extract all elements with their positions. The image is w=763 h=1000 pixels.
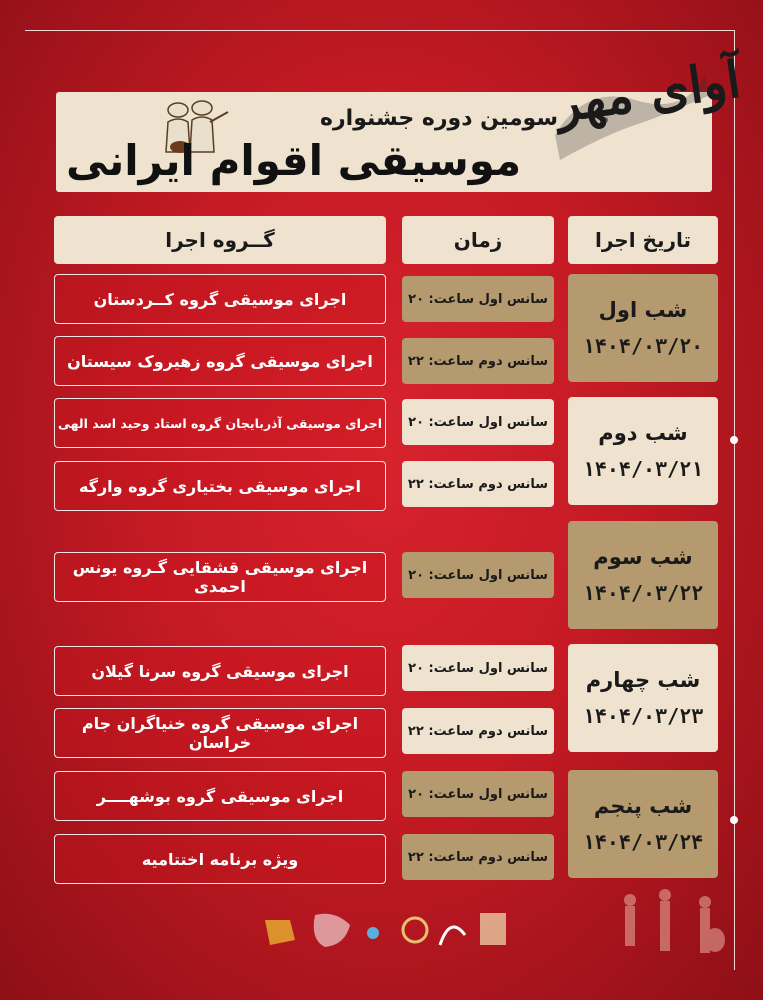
session-time: سانس دوم ساعت: ۲۲ (402, 338, 554, 384)
column-header-group: گــروه اجرا (54, 216, 386, 264)
performance-group: اجرای موسیقی گروه خنیاگران جام خراسان (54, 708, 386, 758)
session-time: سانس اول ساعت: ۲۰ (402, 645, 554, 691)
night-date-cell (568, 770, 718, 878)
night-date: ۱۴۰۴/۰۳/۲۴ (582, 830, 704, 854)
session-time: سانس اول ساعت: ۲۰ (402, 552, 554, 598)
session-time: سانس اول ساعت: ۲۰ (402, 399, 554, 445)
night-date-cell (568, 644, 718, 752)
night-label: شب پنجم (593, 794, 693, 818)
performance-group: اجرای موسیقی قشقایی گـروه یونس احمدی (54, 552, 386, 602)
performance-group: اجرای موسیقی گروه کــردستان (54, 274, 386, 324)
night-date: ۱۴۰۴/۰۳/۲۳ (582, 704, 704, 728)
festival-logo-title: آوای مهر (551, 49, 745, 134)
performance-group: ویژه برنامه اختتامیه (54, 834, 386, 884)
night-date-cell (568, 274, 718, 382)
night-label: شب سوم (593, 545, 693, 569)
performance-group: اجرای موسیقی بختیاری گروه وارگه (54, 461, 386, 511)
night-date: ۱۴۰۴/۰۳/۲۲ (582, 581, 704, 605)
night-date: ۱۴۰۴/۰۳/۲۱ (582, 457, 704, 481)
night-label: شب اول (598, 298, 688, 322)
column-header-date: تاریخ اجرا (568, 216, 718, 264)
night-date-cell (568, 521, 718, 629)
session-time: سانس دوم ساعت: ۲۲ (402, 708, 554, 754)
session-time: سانس اول ساعت: ۲۰ (402, 276, 554, 322)
dancers-illustration-icon (600, 880, 740, 980)
performance-group: اجرای موسیقی گروه زهیروک سیستان (54, 336, 386, 386)
frame-dot (730, 436, 738, 444)
session-time: سانس دوم ساعت: ۲۲ (402, 461, 554, 507)
night-date-cell (568, 397, 718, 505)
performance-group: اجرای موسیقی آذربایجان گروه استاد وحید اسد الهی (54, 398, 386, 448)
festival-main-title: موسیقی اقوام ایرانی (66, 136, 522, 185)
night-date: ۱۴۰۴/۰۳/۲۰ (582, 334, 704, 358)
session-time: سانس اول ساعت: ۲۰ (402, 771, 554, 817)
night-label: شب چهارم (585, 668, 701, 692)
sponsor-logos-icon (255, 905, 515, 955)
session-time: سانس دوم ساعت: ۲۲ (402, 834, 554, 880)
festival-subtitle: سومین دوره جشنواره (320, 106, 558, 131)
frame-dot (730, 816, 738, 824)
performance-group: اجرای موسیقی گروه سرنا گیلان (54, 646, 386, 696)
column-header-time: زمان (402, 216, 554, 264)
night-label: شب دوم (598, 421, 688, 445)
performance-group: اجرای موسیقی گروه بوشهــــر (54, 771, 386, 821)
